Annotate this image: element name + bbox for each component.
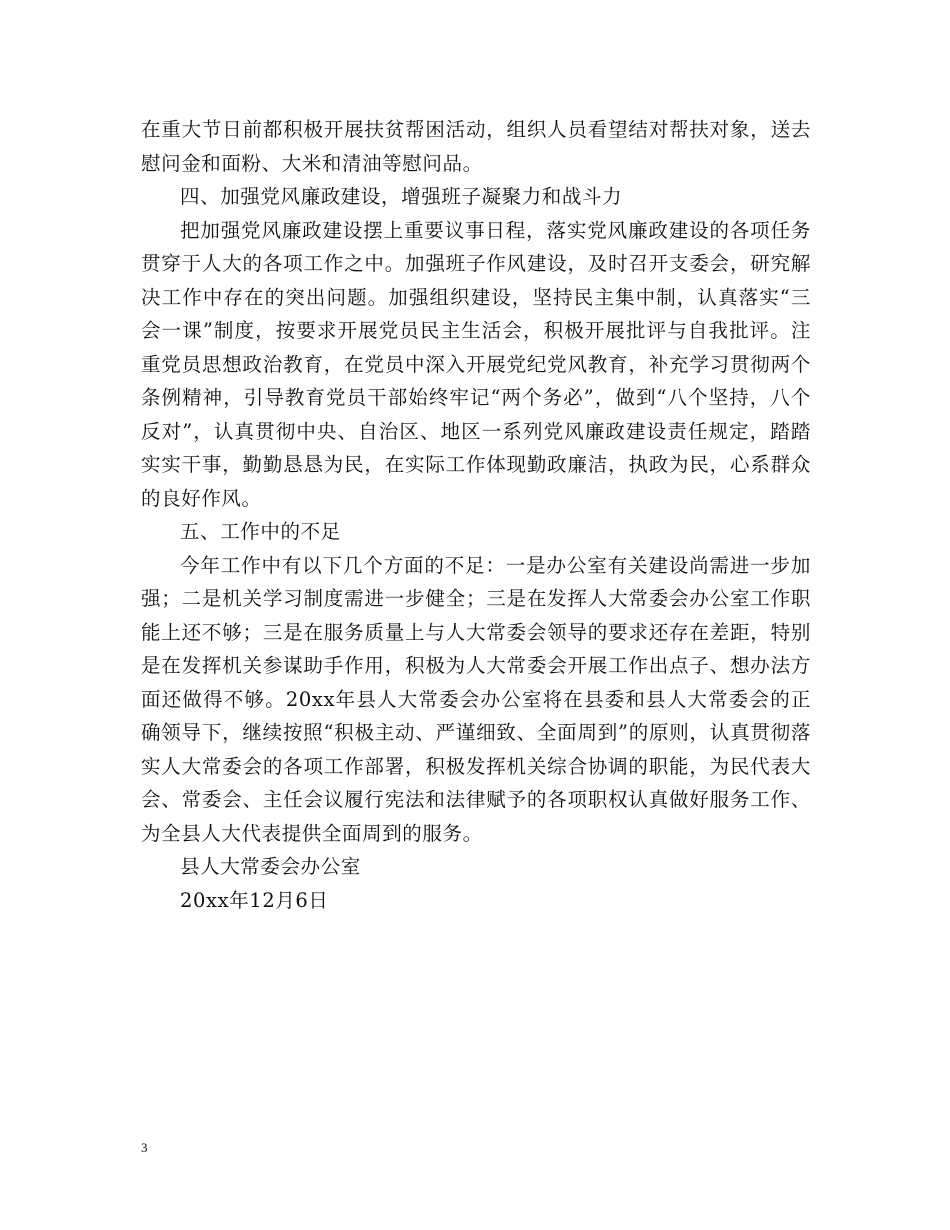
section-heading-five: 五、工作中的不足 (180, 520, 341, 543)
paragraph-shortcomings: 今年工作中有以下几个方面的不足：一是办公室有关建设尚需进一步加强；二是机关学习制度需进一步健全；三是在发挥人大常委会办公室工作职能上还不够；三是在服务质量上与人大常委会领导的要求还存在差距，特别是在发挥机关参谋助手作用，积极为人大常委会开展工作出点子、想办法方面还做得不够。20xx年县人大常委会办公室将在县委和县人大常委会的正确领导下，继续按照“积极主动、严谨细致、全面周到”的原则，认真贯彻落实人大常委会的各项工作部署，积极发挥机关综合协调的职能，为民代表大会、常委会、主任会议履行宪法和法律赋予的各项职权认真做好服务工作、为全县人大代表提供全面周到的服务。 (141, 553, 811, 845)
paragraph-party-conduct: 把加强党风廉政建设摆上重要议事日程，落实党风廉政建设的各项任务贯穿于人大的各项工作之中。加强班子作风建设，及时召开支委会，研究解决工作中存在的突出问题。加强组织建设，坚持民主集中制，认真落实“三会一课”制度，按要求开展党员民主生活会，积极开展批评与自我批评。注重党员思想政治教育，在党员中深入开展党纪党风教育，补充学习贯彻两个条例精神，引导教育党员干部始终牢记“两个务必”，做到“八个坚持，八个反对”，认真贯彻中央、自治区、地区一系列党风廉政建设责任规定，踏踏实实干事，勤勤恳恳为民，在实际工作体现勤政廉洁，执政为民，心系群众的良好作风。 (141, 218, 811, 510)
paragraph-continuation: 在重大节日前都积极开展扶贫帮困活动，组织人员看望结对帮扶对象，送去慰问金和面粉、大米和清油等慰问品。 (141, 118, 811, 175)
document-body (141, 113, 811, 917)
signature-office: 县人大常委会办公室 (180, 855, 361, 878)
section-heading-four: 四、加强党风廉政建设，增强班子凝聚力和战斗力 (180, 185, 623, 208)
signature-date: 20xx年12月6日 (180, 888, 329, 912)
page-number: 3 (141, 1140, 148, 1155)
